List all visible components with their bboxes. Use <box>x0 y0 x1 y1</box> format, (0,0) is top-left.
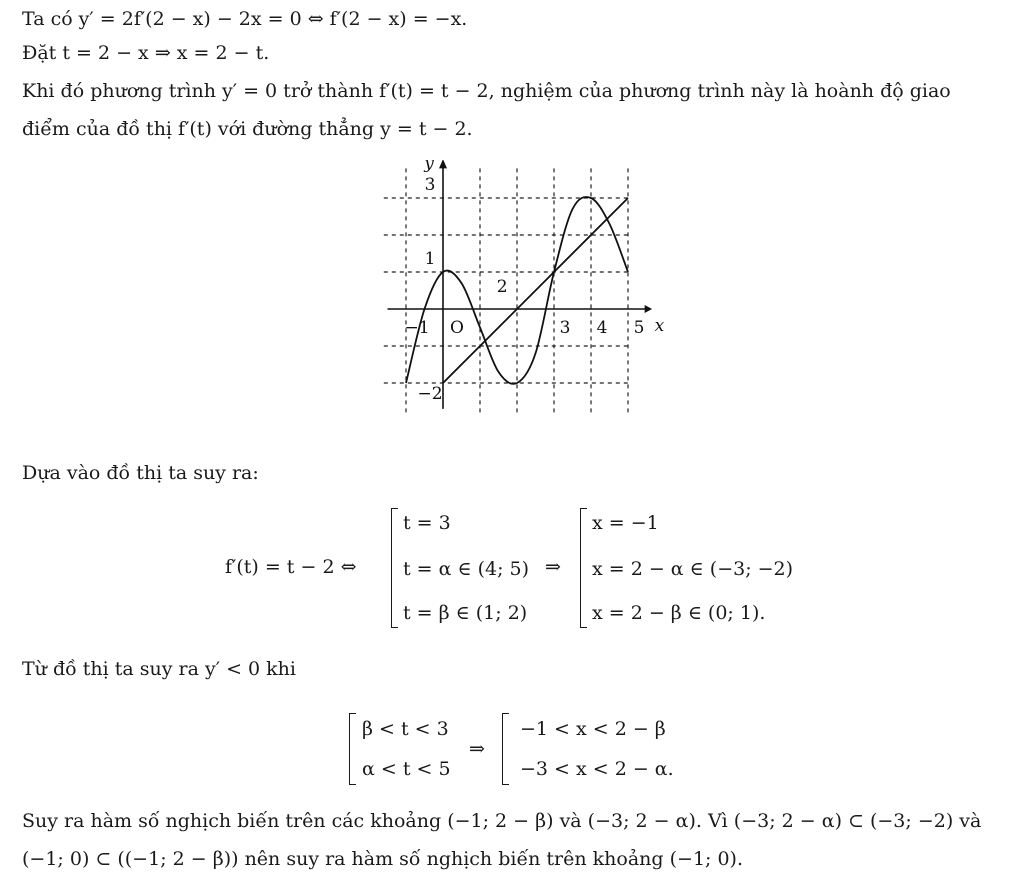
text-line-4: điểm của đồ thị f′(t) với đường thẳng y = t − 2. <box>22 118 473 140</box>
y-axis-arrow <box>439 160 447 168</box>
system1-arrow: ⇒ <box>545 556 561 578</box>
system1-lhs: f′(t) = t − 2 ⇔ <box>225 556 357 578</box>
x-tick-label: −1 <box>404 318 430 338</box>
system1-left-row-1: t = 3 <box>403 512 451 534</box>
system2-right-row-1: −1 < x < 2 − β <box>520 718 666 740</box>
text-line-7: Suy ra hàm số nghịch biến trên các khoảng (−1; 2 − β) và (−3; 2 − α). Vì (−3; 2 − α) ⊂ (−3; −2) và <box>22 810 982 832</box>
text-line-1: Ta có y′ = 2f′(2 − x) − 2x = 0 ⇔ f′(2 − x) = −x. <box>22 8 468 30</box>
y-tick-label: −2 <box>417 384 443 404</box>
system2-arrow: ⇒ <box>469 738 485 760</box>
text-line-5: Dựa vào đồ thị ta suy ra: <box>22 462 259 484</box>
system2-left-row-2: α < t < 5 <box>362 758 451 780</box>
text-line-6: Từ đồ thị ta suy ra y′ < 0 khi <box>22 658 296 680</box>
y-tick-label: 1 <box>424 249 436 269</box>
y-tick-label: 3 <box>424 175 436 195</box>
text-line-8: (−1; 0) ⊂ ((−1; 2 − β)) nên suy ra hàm số nghịch biến trên khoảng (−1; 0). <box>22 848 744 870</box>
system1-right-row-3: x = 2 − β ∈ (0; 1). <box>592 602 766 624</box>
x-axis-arrow <box>645 305 652 313</box>
x-tick-label: 4 <box>596 318 608 338</box>
system1-right-row-2: x = 2 − α ∈ (−3; −2) <box>592 558 794 580</box>
y-axis-label: y <box>424 160 434 174</box>
origin-label: O <box>450 318 464 338</box>
text-line-3: Khi đó phương trình y′ = 0 trở thành f′(t) = t − 2, nghiệm của phương trình này là hoành độ giao <box>22 80 951 102</box>
x-tick-label: 5 <box>633 318 645 338</box>
system2-right-bracket <box>502 713 509 785</box>
system1-left-row-3: t = β ∈ (1; 2) <box>403 602 528 624</box>
system1-right-bracket <box>580 508 587 628</box>
x-axis-label: x <box>654 316 665 336</box>
text-line-2: Đặt t = 2 − x ⇒ x = 2 − t. <box>22 42 270 64</box>
axes <box>388 160 653 409</box>
grid <box>384 168 632 412</box>
system2-right-row-2: −3 < x < 2 − α. <box>520 758 674 780</box>
system1-right-row-1: x = −1 <box>592 512 659 534</box>
x-tick-label: 3 <box>559 318 571 338</box>
system2-left-row-1: β < t < 3 <box>362 718 449 740</box>
system1-left-row-2: t = α ∈ (4; 5) <box>403 558 530 580</box>
graph-annotation: 2 <box>496 277 508 298</box>
function-graph <box>340 160 670 420</box>
system1-left-bracket <box>391 508 398 628</box>
system2-left-bracket <box>349 713 356 785</box>
